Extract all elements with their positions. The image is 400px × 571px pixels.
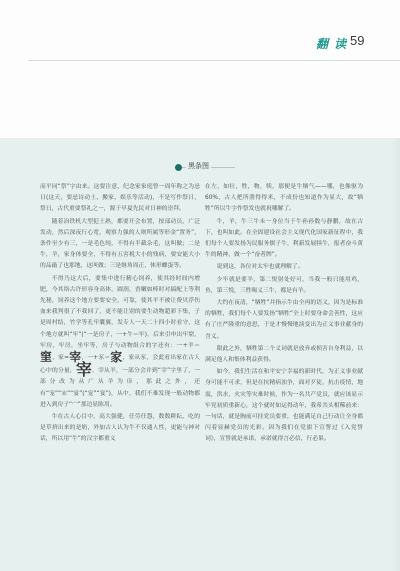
paragraph: 牛，羊，牛三牛未一身位当于牛孙孙数与静鹏，故在古下，也叫如此。在全固建设社会主义现代化国家新征程中，我们每个人要发扬为民服务儒子牛，利新发展犊牛，报者奋斗黄牛的精神，做一个“奋者牌”。: [205, 218, 363, 259]
formula-character: 窐: [40, 350, 53, 365]
paragraph: 在左，如壮，牲，物，犊，那便是牛牺气——哪，也像驱为 60%，古人把所凿得得米，不成份也知道作为显大，故“牺牲”所以牛字作祭发也就祝哪解了。: [205, 184, 363, 213]
formula-text: 一+羊＝: [176, 342, 200, 349]
paragraph-text: ，家从豕，会此看出家在古人心中的分量，: [40, 355, 200, 375]
left-column: [40, 182, 200, 447]
section-bullet-icon: [175, 164, 182, 171]
header-divider: [28, 60, 400, 61]
paragraph: 而平同“祭”字由来。这要注意，纪念家家庭曾一周年称之为忌日(这天，要忌诗动土、搬家、娱乐等活动)，不是写作祭日，祭日，古代重要祭礼之一，源于早夏先民对日神的崇拜。: [40, 184, 200, 213]
section-heading: [0, 160, 400, 174]
formula-text: ，一+豕＝: [81, 355, 111, 362]
section-label: 黑条图: [188, 162, 209, 170]
paragraph: 牛在古人心目中，高大强健，任劳任怨，数数耕耘，吃的是草挤出来的是奶，外加古人认为牛不仅通人性，更能与神对话，所以用“牛”的汉字都重义: [40, 414, 200, 443]
formula-text: ，家=: [52, 355, 69, 362]
paragraph: 少牢就是要羊，第二悦射处好可，当我一般只能用鸡，鱼，第三悦，三牲喝义三牛，都是有羊。: [205, 276, 363, 294]
right-column: [205, 182, 363, 447]
paragraph-text: 不得乃这大后，要集中进行精心饲养，使其经时间内增肥，今其络古许形容身高体，圆润，香嫩如棒时对搞配上等利先秘，饲养这个地方要要安全，可靠，使其平不被让费贝浮伤血来我判很了不我回了，更不能让别的要生动物超彩下集，子是周村结，竹学等孔牢囊翼，发专人一天二十四小时看守，这个地方就叫“牢”(“一是房子，一+牛＝牢)，后来引申出牢窟，牢房，牢房，坐牢等，房子与动物组合的字还有：: [40, 275, 200, 349]
header-title: 翻 读: [316, 37, 348, 51]
paragraph: 如今，我们生活在和平安宁幸福的新时代，为正义事业献身可能不可求，但是在抗精病浊争，面对歹徒，抗击疫情，地震，洪水，火灾等灾难时候，作为一名共产党员，就应该显示牢党初质重新心，这个就时如运得动年，我希共头相稀前来：一句话，就是胸前可挂党员要重，也能满足自己行动让全身都闪着显赫党员的光彩。因为我们在党旗下宣誓过《入党誓词》，宣誓就是承诺，承诺就得言必信，行必果。: [205, 369, 363, 443]
formula-character: 宰: [69, 350, 82, 365]
paragraph: [40, 274, 200, 411]
formula-character: 宰: [75, 360, 93, 380]
paragraph: 限此之外，牺牲第二个义词就是放弃或损害自身利益，以满足他人和集体利益获得。: [205, 345, 363, 364]
formula-character: 家: [110, 350, 123, 365]
page-edge-shadow: [390, 138, 400, 571]
paragraph-text: ，宰从羊，一部分会并到“宰”字里了，一部分改为从广从羊为庠，那此之外，还有“宠”“宋”“宴”(“宠”“宴”)，从中，我们不难发现一般动物都进入到房子“宀”那边显陈用。: [40, 368, 200, 408]
page-number: 59: [350, 33, 365, 48]
paragraph: 随着冶铁机大型犯土熟，都要开会布置，按部动员，广泛发动，然后深夜行心宽，观察力强的人则所属等形金“置务”，条件至少有三，一是毛色纯，不得有半截杂毛，这叫做；二是牛，羊，家身体要全，不得有五害税大小的残病，要安能大小的品敲了也那地，这叫做；三是继角周正，体形螺蛋等。: [40, 218, 200, 270]
paragraph: 大约在夜清，“牺牲”并指示牛由全再的语义，因为是标准的牺牲，我们每个人要发扬“牺牲”全上时要身命会善性，这应有了庄严隆重的意思，于是才慢慢地演变出为正义事业献身的含义。: [205, 300, 363, 340]
paragraph: 说到这，各位对太牢也就理解了。: [216, 264, 304, 271]
